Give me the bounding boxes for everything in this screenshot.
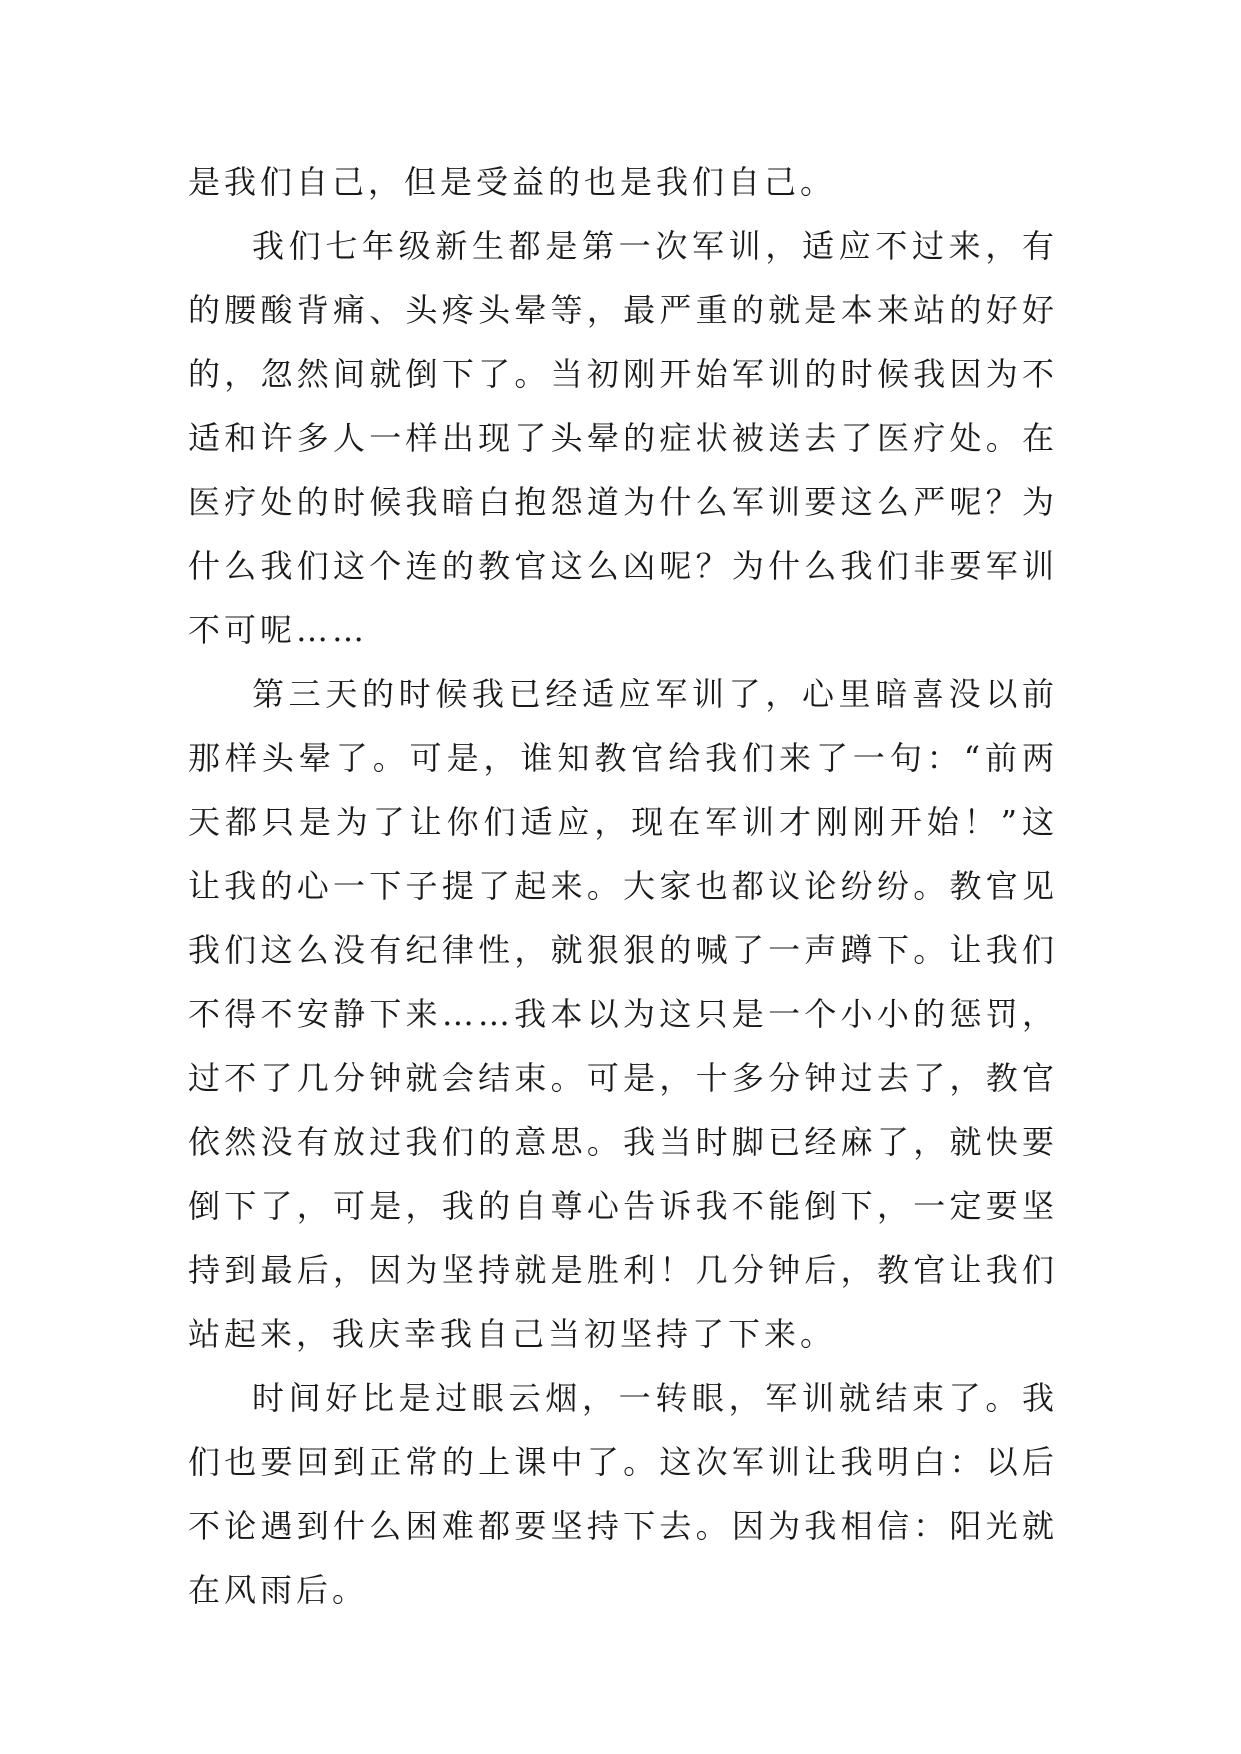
paragraph-continuation: 是我们自己，但是受益的也是我们自己。 — [188, 163, 837, 201]
paragraph: 第三天的时候我已经适应军训了，心里暗喜没以前那样头晕了。可是，谁知教官给我们来了一句：“前两天都只是为了让你们适应，现在军训才刚刚开始！”这让我的心一下子提了起来。大家也都议论纷纷。教官见我们这么没有纪律性，就狠狠的喊了一声蹲下。让我们不得不安静下来……我本以为这只是一个小小的惩罚，过不了几分钟就会结束。可是，十多分钟过去了，教官依然没有放过我们的意思。我当时脚已经麻了，就快要倒下了，可是，我的自尊心告诉我不能倒下，一定要坚持到最后，因为坚持就是胜利！几分钟后，教官让我们站起来，我庆幸我自己当初坚持了下来。 — [188, 675, 1058, 1353]
paragraph: 我们七年级新生都是第一次军训，适应不过来，有的腰酸背痛、头疼头晕等，最严重的就是本来站的好好的，忽然间就倒下了。当初刚开始军训的时候我因为不适和许多人一样出现了头晕的症状被送去了医疗处。在医疗处的时候我暗白抱怨道为什么军训要这么严呢？为什么我们这个连的教官这么凶呢？为什么我们非要军训不可呢…… — [188, 227, 1058, 649]
paragraph: 时间好比是过眼云烟，一转眼，军训就结束了。我们也要回到正常的上课中了。这次军训让我明白：以后不论遇到什么困难都要坚持下去。因为我相信：阳光就在风雨后。 — [188, 1379, 1058, 1609]
body-text — [188, 150, 1058, 1622]
